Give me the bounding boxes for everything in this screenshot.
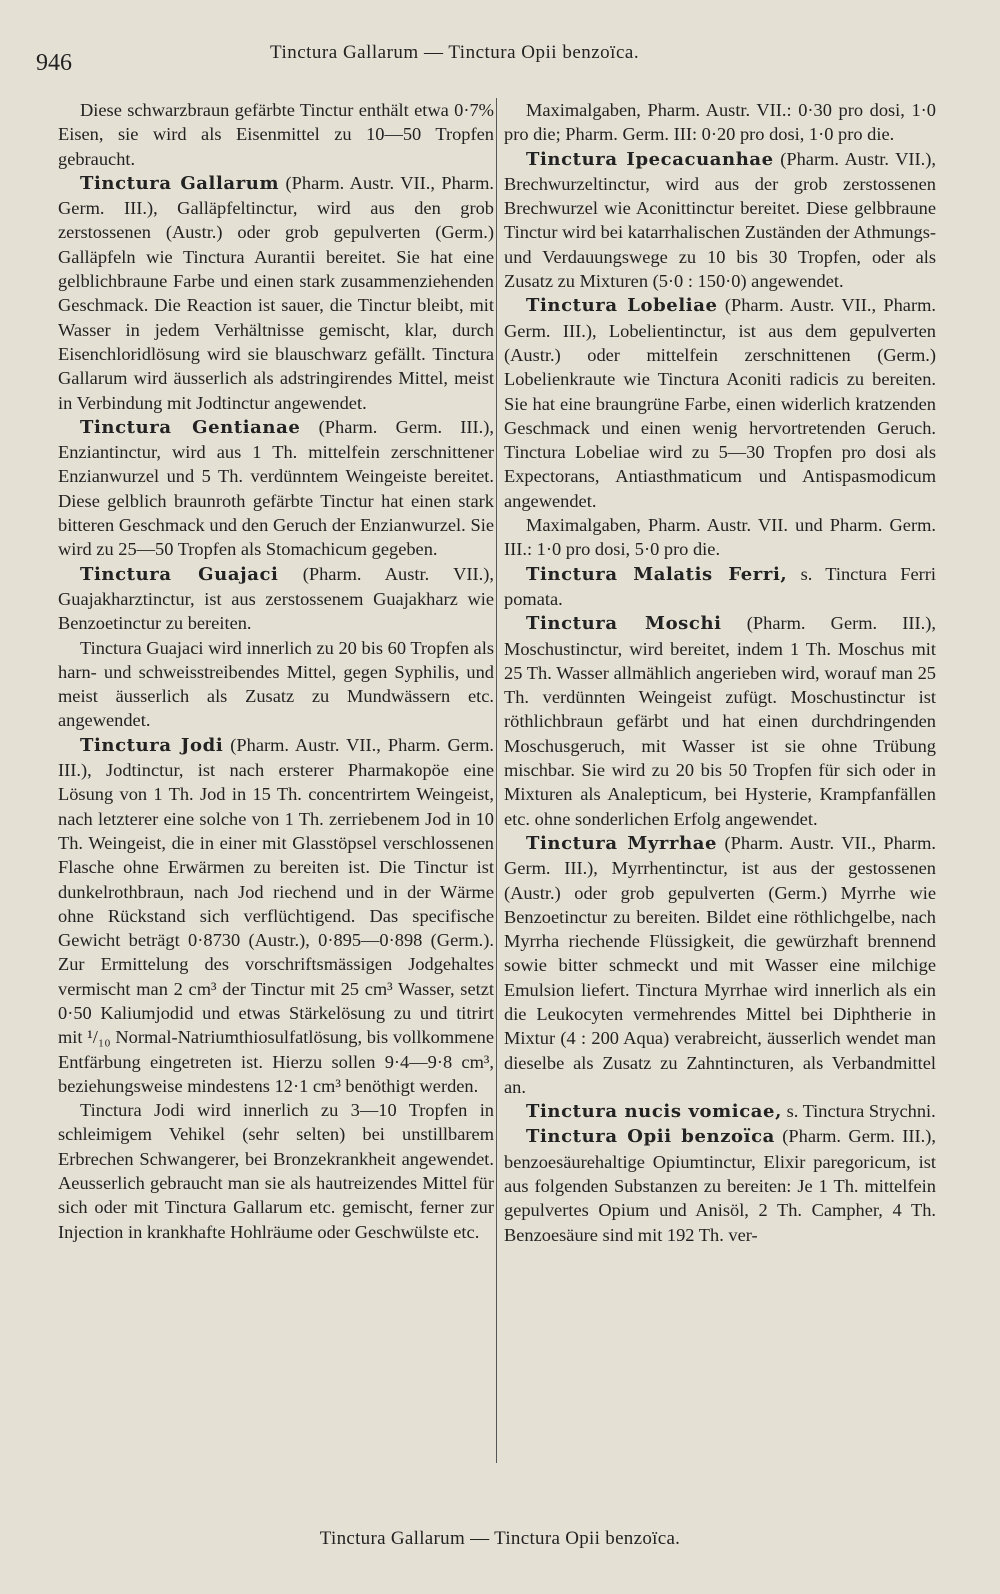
paragraph: [58, 733, 494, 1098]
paragraph-text: (Pharm. Austr. VII., Pharm. Germ. III.), Myrrhentinctur, ist aus der gestossenen (Austr.) oder grob gepulverten (Germ.) Myrrhe wie Benzoetinctur zu bereiten. Bildet eine röthlichgelbe, nach Myrrha riechende Flüssigkeit, die gewürzhaft brennend sowie bitter schmeckt und mit Wasser eine milchige Emulsion liefert. Tinctura Myrrhae wird innerlich als ein die Leukocyten vermehrendes Mittel bei Diphtherie in Mixtur (4 : 200 Aqua) verabreicht, äusserlich wendet man dieselbe als Zusatz zu Zahntincturen, als Verbandmittel an.: [504, 832, 936, 1097]
paragraph: [504, 831, 936, 1099]
paragraph: [58, 415, 494, 562]
paragraph-text: (Pharm. Austr. VII., Pharm. Germ. III.), Galläpfeltinctur, wird aus den grob zerstossenen (Austr.) oder grob gepulverten (Germ.) Galläpfeln wie Tinctura Aurantii bereitet. Sie hat eine gelblichbraune Farbe und einen stark zusammenziehenden Geschmack. Die Reaction ist sauer, die Tinctur bleibt, mit Wasser in jedem Verhältnisse gemischt, klar, durch Eisenchloridlösung wird sie blauschwarz gefällt. Tinctura Gallarum wird äusserlich als adstringirendes Mittel, meist in Verbindung mit Jodtinctur angewendet.: [58, 172, 494, 413]
paragraph: [58, 636, 494, 733]
paragraph-text: (Pharm. Austr. VII.), Brechwurzeltinctur, wird aus der grob zerstossenen Brechwurzel wie Aconittinctur bereitet. Diese gelbbraune Tinctur wird bei katarrhalischen Zuständen der Athmungs- und Verdauungswege zu 10 bis 30 Tropfen, oder als Zusatz zu Mixturen (5·0 : 150·0) angewendet.: [504, 148, 937, 292]
entry-headword: Tinctura nucis vomicae,: [526, 1101, 782, 1123]
paragraph-text: (Pharm. Austr. VII.), Guajakharztinctur, ist aus zerstossenem Guajakharz wie Benzoetinctur zu bereiten.: [58, 563, 495, 634]
paragraph: [504, 147, 936, 294]
entry-headword: Tinctura Malatis Ferri,: [526, 563, 788, 585]
entry-headword: Tinctura Guajaci: [80, 563, 279, 585]
paragraph: [504, 1099, 936, 1124]
paragraph-text: Maximalgaben, Pharm. Austr. VII. und Pharm. Germ. III.: 1·0 pro dosi, 5·0 pro die.: [504, 515, 936, 560]
paragraph-text: (Pharm. Germ. III.), Enziantinctur, wird aus 1 Th. mittelfein zerschnittener Enzianwurzel und 5 Th. verdünntem Weingeiste bereitet. Diese gelblich braunroth gefärbte Tinctur hat einen stark bitteren Geschmack und den Geruch der Enzianwurzel. Sie wird zu 25—50 Tropfen als Stomachicum gegeben.: [58, 416, 494, 560]
paragraph-text: (Pharm. Germ. III.), benzoesäurehaltige Opiumtinctur, Elixir paregoricum, ist aus folgenden Substanzen zu bereiten: Je 1 Th. mittelfein gepulvertes Opium und Anisöl, 2 Th. Campher, 4 Th. Benzoesäure sind mit 192 Th. ver-: [504, 1126, 936, 1245]
paragraph: [58, 562, 494, 636]
paragraph: [504, 293, 936, 513]
paragraph: [504, 98, 936, 147]
entry-headword: Tinctura Lobeliae: [526, 295, 718, 317]
paragraph: [504, 562, 936, 612]
column-divider: [496, 98, 497, 1463]
right-column: [504, 98, 936, 1247]
entry-headword: Tinctura Ipecacuanhae: [526, 148, 774, 170]
paragraph-text: Maximalgaben, Pharm. Austr. VII.: 0·30 pro dosi, 1·0 pro die; Pharm. Germ. III: 0·20 pro dosi, 1·0 pro die.: [504, 100, 936, 145]
paragraph-text: Diese schwarzbraun gefärbte Tinctur enthält etwa 0·7% Eisen, sie wird als Eisenmittel zu 10—50 Tropfen gebraucht.: [58, 100, 494, 169]
left-column: [58, 98, 494, 1244]
entry-headword: Tinctura Opii benzoïca: [526, 1126, 775, 1148]
running-title: Tinctura Gallarum — Tinctura Opii benzoïca.: [270, 42, 640, 63]
paragraph-text: Tinctura Jodi wird innerlich zu 3—10 Tropfen in schleimigem Vehikel (sehr selten) bei unstillbarem Erbrechen Schwangerer, bei Bronzekrankheit angewendet. Aeusserlich gebraucht man sie als hautreizendes Mittel für sich oder mit Tinctura Gallarum etc. gemischt, ferner zur Injection in krankhafte Hohlräume oder Geschwülste etc.: [58, 1100, 494, 1242]
paragraph: [58, 171, 494, 415]
paragraph-text: (Pharm. Austr. VII., Pharm. Germ. III.), Jodtinctur, ist nach ersterer Pharmakopöe eine Lösung von 1 Th. Jod in 15 Th. concentrirtem Weingeist, nach letzterer eine solche von 1 Th. zerriebenem Jod in 10 Th. Weingeist, die in einer mit Glasstöpsel verschlossenen Flasche ohne Erwärmen zu bereiten ist. Die Tinctur ist dunkelrothbraun, nach Jod riechend und in der Wärme ohne Rückstand sich verflüchtigend. Das specifische Gewicht beträgt 0·8730 (Austr.), 0·895—0·898 (Germ.). Zur Ermittelung des vorschriftsmässigen Jodgehaltes vermischt man 2 cm³ der Tinctur mit 25 cm³ Wasser, setzt 0·50 Kaliumjodid und etwas Stärkelösung zu und titrirt mit ¹/₁₀ Normal-Natriumthiosulfatlösung, bis vollkommene Entfärbung eingetreten ist. Hierzu sollen 9·4—9·8 cm³, beziehungsweise mindestens 12·1 cm³ benöthigt werden.: [58, 734, 494, 1096]
paragraph: [504, 611, 936, 831]
paragraph: [504, 513, 936, 562]
paragraph-text: s. Tinctura Strychni.: [781, 1101, 936, 1122]
entry-headword: Tinctura Moschi: [526, 613, 722, 635]
entry-headword: Tinctura Myrrhae: [526, 832, 718, 854]
page-number: 946: [36, 50, 72, 76]
paragraph-text: Tinctura Guajaci wird innerlich zu 20 bis 60 Tropfen als harn- und schweisstreibendes Mittel, gegen Syphilis, und meist äusserlich als Zusatz zu Mundwässern etc. angewendet.: [58, 637, 494, 731]
entry-headword: Tinctura Gentianae: [80, 416, 301, 438]
paragraph-text: (Pharm. Austr. VII., Pharm. Germ. III.), Lobelientinctur, ist aus dem gepulverten (Austr.) oder mittelfein zerschnittenen (Germ.) Lobelienkraute wie Tinctura Aconiti radicis zu bereiten. Sie hat eine braungrüne Farbe, einen widerlich kratzenden Geschmack und einen wenig hervortretenden Geruch. Tinctura Lobeliae wird zu 5—30 Tropfen pro dosi als Expectorans, Antiasthmaticum und Antispasmodicum angewendet.: [504, 295, 936, 511]
entry-headword: Tinctura Jodi: [80, 734, 224, 756]
paragraph-text: (Pharm. Germ. III.), Moschustinctur, wird bereitet, indem 1 Th. Moschus mit 25 Th. Wasser allmählich angerieben wird, worauf man 25 Th. verdünnten Weingeist zufügt. Moschustinctur ist röthlichbraun gefärbt und hat einen durchdringenden Moschusgeruch, mit Wasser ist sie ohne Trübung mischbar. Sie wird zu 20 bis 50 Tropfen für sich oder in Mixturen als Analepticum, bei Hysterie, Krampfanfällen etc. ohne sonderlichen Erfolg angewendet.: [504, 613, 936, 829]
paragraph: [58, 98, 494, 171]
entry-headword: Tinctura Gallarum: [80, 172, 280, 194]
page-footer: Tinctura Gallarum — Tinctura Opii benzoïca.: [319, 1528, 681, 1549]
paragraph: [504, 1124, 936, 1246]
paragraph: [58, 1098, 494, 1244]
paragraph-text: s. Tinctura Ferri pomata.: [504, 563, 936, 609]
